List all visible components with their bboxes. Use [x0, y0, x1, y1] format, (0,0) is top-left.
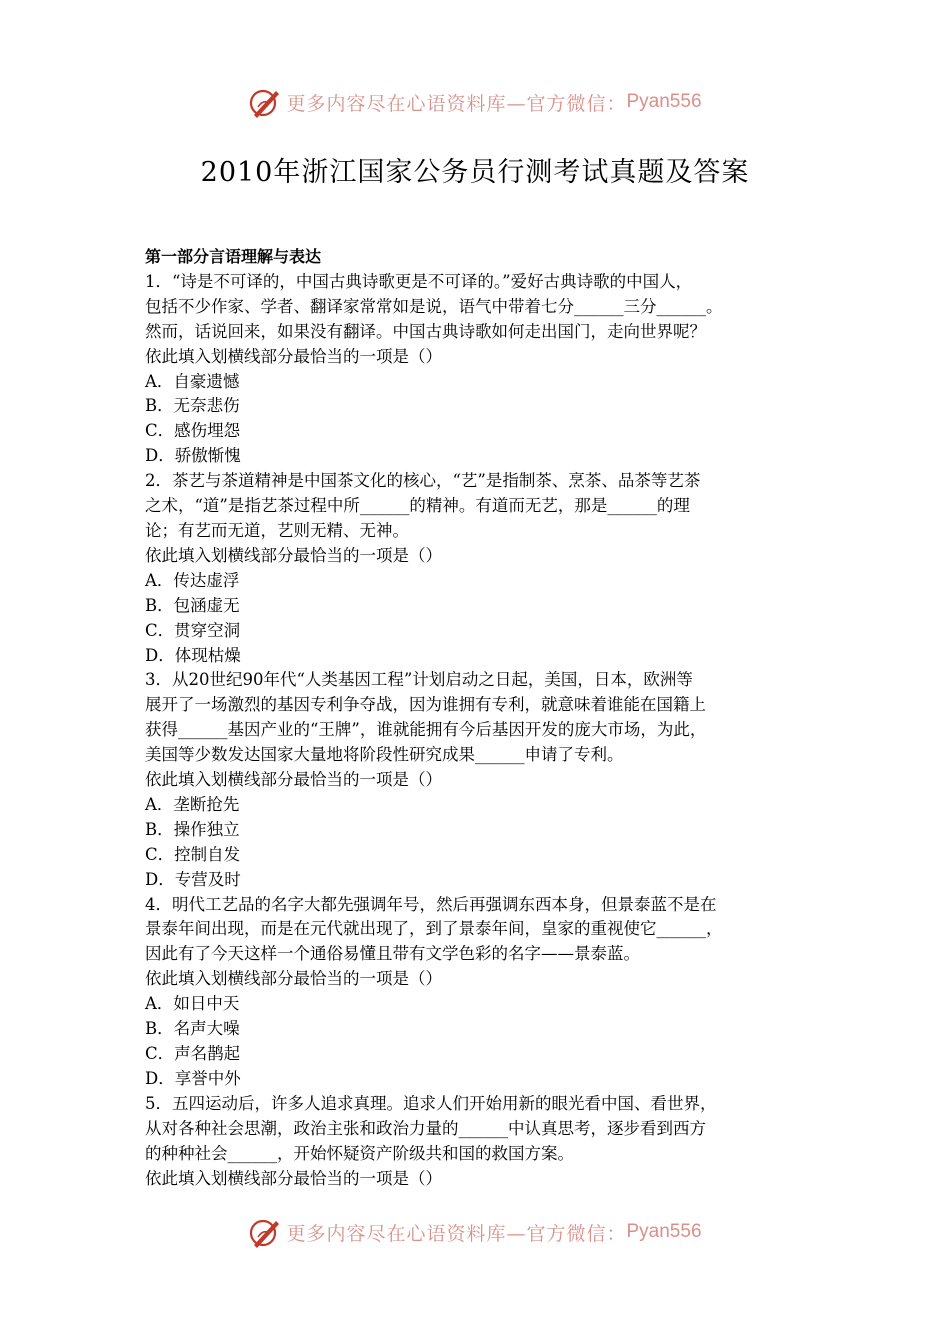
question-text-line: 之术，“道”是指艺茶过程中所______的精神。有道而无艺，那是______的理	[145, 496, 690, 516]
watermark-text: 更多内容尽在心语资料库—官方微信：	[286, 1222, 627, 1245]
answer-option: B．名声大噪	[145, 1019, 240, 1039]
answer-option: B．无奈悲伤	[145, 396, 240, 416]
question-1	[145, 270, 825, 469]
question-text-line: 3．从20世纪90年代“人类基因工程”计划启动之日起，美国，日本，欧洲等	[145, 670, 693, 690]
watermark-text: 更多内容尽在心语资料库—官方微信：	[286, 92, 627, 115]
answer-option: D．体现枯燥	[145, 645, 241, 665]
answer-option: C．声名鹊起	[145, 1044, 241, 1063]
answer-option: A．自豪遗憾	[145, 371, 240, 391]
watermark-header	[0, 82, 950, 122]
question-text-line: 获得______基因产业的“王牌”，谁就能拥有今后基因开发的庞大市场，为此，	[145, 720, 707, 740]
question-text-line: 包括不少作家、学者、翻译家常常如是说，语气中带着七分______三分______。	[145, 296, 723, 316]
document-body	[145, 245, 825, 1191]
question-text-line: 1．“诗是不可译的，中国古典诗歌更是不可译的。”爱好古典诗歌的中国人，	[145, 271, 693, 291]
answer-option: C．控制自发	[145, 844, 241, 864]
page-title: 2010年浙江国家公务员行测考试真题及答案	[200, 157, 750, 188]
question-text-line: 的种种社会______，开始怀疑资产阶级共和国的救国方案。	[145, 1143, 574, 1163]
answer-option: A．如日中天	[145, 994, 240, 1014]
question-prompt: 依此填入划横线部分最恰当的一项是（）	[145, 770, 442, 790]
answer-option: D．享誉中外	[145, 1068, 241, 1088]
watermark-brand: Pyan556	[626, 1221, 702, 1242]
question-prompt: 依此填入划横线部分最恰当的一项是（）	[145, 346, 442, 366]
pen-and-circle-logo-icon	[248, 85, 282, 119]
answer-option: A．传达虚浮	[145, 570, 240, 590]
question-text-line: 从对各种社会思潮，政治主张和政治力量的______中认真思考，逐步看到西方	[145, 1118, 706, 1138]
answer-option: A．垄断抢先	[145, 794, 240, 814]
question-prompt: 依此填入划横线部分最恰当的一项是（）	[145, 969, 442, 989]
question-text-line: 4．明代工艺品的名字大都先强调年号，然后再强调东西本身，但景泰蓝不是在	[145, 894, 717, 914]
question-text-line: 美国等少数发达国家大量地将阶段性研究成果______申请了专利。	[145, 745, 624, 765]
question-text-line: 2．茶艺与茶道精神是中国茶文化的核心，“艺”是指制茶、烹茶、品茶等艺茶	[145, 471, 701, 491]
answer-option: C．感伤埋怨	[145, 421, 241, 441]
question-5	[145, 1092, 825, 1192]
question-prompt: 依此填入划横线部分最恰当的一项是（）	[145, 545, 442, 565]
question-prompt: 依此填入划横线部分最恰当的一项是（）	[145, 1168, 442, 1188]
watermark-footer	[0, 1212, 950, 1252]
question-text-line: 5．五四运动后，许多人追求真理。追求人们开始用新的眼光看中国、看世界，	[145, 1093, 717, 1113]
question-4	[145, 893, 825, 1092]
section-heading: 第一部分言语理解与表达	[145, 247, 322, 266]
question-text-line: 展开了一场激烈的基因专利争夺战，因为谁拥有专利，就意味着谁能在国籍上	[145, 695, 706, 715]
answer-option: B．包涵虚无	[145, 595, 240, 615]
question-text-line: 景泰年间出现，而是在元代就出现了，到了景泰年间，皇家的重视使它______，	[145, 919, 723, 939]
question-2	[145, 469, 825, 668]
question-text-line: 论；有艺而无道，艺则无精、无神。	[145, 520, 409, 540]
answer-option: C．贯穿空洞	[145, 620, 241, 640]
watermark-brand: Pyan556	[626, 91, 702, 112]
question-text-line: 因此有了今天这样一个通俗易懂且带有文学色彩的名字——景泰蓝。	[145, 944, 640, 964]
pen-and-circle-logo-icon	[248, 1215, 282, 1249]
question-3	[145, 668, 825, 892]
answer-option: D．专营及时	[145, 869, 241, 889]
answer-option: D．骄傲惭愧	[145, 446, 241, 466]
answer-option: B．操作独立	[145, 819, 240, 839]
question-text-line: 然而，话说回来，如果没有翻译。中国古典诗歌如何走出国门，走向世界呢？	[145, 321, 706, 341]
